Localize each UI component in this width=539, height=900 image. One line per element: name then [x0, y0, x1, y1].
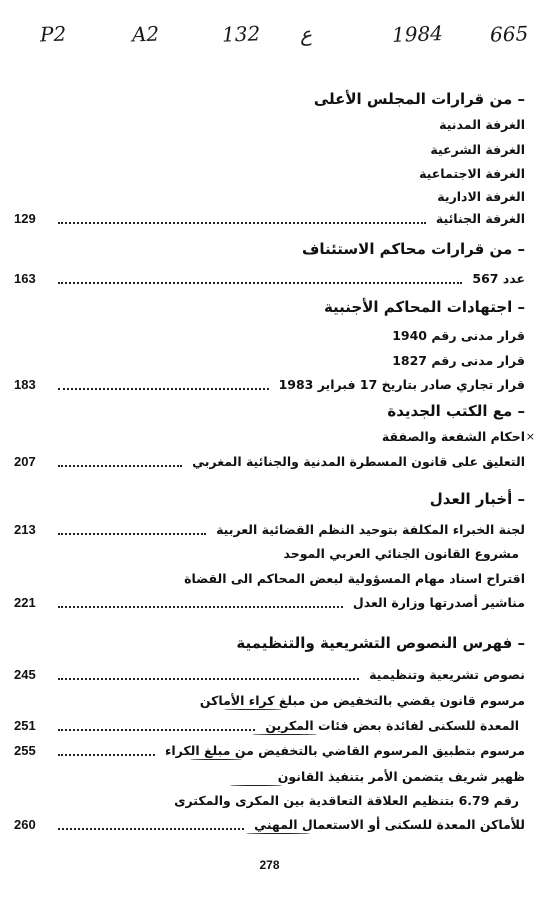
toc-entry — [14, 592, 525, 614]
margin-mark: × — [525, 430, 535, 443]
section-heading-text: – أخبار العدل — [429, 490, 525, 508]
toc-entry — [14, 374, 525, 396]
toc-entry — [14, 426, 535, 448]
toc-entry — [14, 690, 525, 712]
handwritten-note: 132 — [221, 21, 261, 47]
page-number-ref: 255 — [14, 743, 36, 758]
section-heading-text: – مع الكتب الجديدة — [387, 402, 525, 420]
section-heading-text: – من قرارات محاكم الاستئناف — [301, 240, 525, 258]
handwritten-note: A2 — [131, 21, 160, 47]
toc-entry-text: مشروع القانون الجنائي العربي الموحد — [283, 546, 519, 561]
toc-entry-text: للأماكن المعدة للسكنى أو الاستعمال المهني — [254, 817, 525, 832]
toc-entry — [14, 568, 525, 590]
toc-entry — [14, 139, 525, 161]
toc-entry — [14, 543, 525, 565]
toc-entry — [14, 350, 525, 372]
toc-entry — [14, 268, 525, 290]
handwritten-note: 1984 — [391, 21, 444, 47]
dot-leader — [58, 828, 244, 830]
dot-leader — [58, 533, 206, 535]
toc-entry-text: احكام الشفعة والصفقة — [381, 429, 525, 444]
page-number-ref: 213 — [14, 522, 36, 537]
section-heading-text: – فهرس النصوص التشريعية والتنظيمية — [236, 634, 525, 652]
page-number: 278 — [259, 858, 280, 872]
toc-entry-text: الغرفة المدنية — [439, 117, 525, 132]
toc-entry — [14, 715, 525, 737]
toc-entry-text: الغرفة الادارية — [437, 189, 525, 204]
toc-entry — [14, 814, 525, 836]
toc-entry-text: ظهير شريف يتضمن الأمر بتنفيذ القانون — [277, 769, 525, 784]
section-heading — [14, 488, 525, 510]
toc-entry — [14, 664, 525, 686]
toc-entry-text: المعدة للسكنى لفائدة بعض فئات المكرين — [265, 718, 519, 733]
toc-entry — [14, 208, 525, 230]
pen-underline — [252, 734, 317, 735]
toc-entry — [14, 186, 525, 208]
toc-entry-text: الغرفة الاجتماعية — [419, 166, 525, 181]
toc-entry-text: رقم 6.79 بتنظيم العلاقة التعاقدية بين المكرى والمكترى — [174, 793, 519, 808]
section-heading — [14, 88, 525, 110]
dot-leader — [58, 729, 255, 731]
section-heading — [14, 296, 525, 318]
toc-entry-text: مرسوم بتطبيق المرسوم القاضي بالتخفيض من مبلغ الكراء — [164, 743, 525, 758]
page-number-ref: 251 — [14, 718, 36, 733]
toc-entry-text: مرسوم قانون يقضي بالتخفيض من مبلغ كراء الأماكن — [199, 693, 525, 708]
section-heading-text: – اجتهادات المحاكم الأجنبية — [323, 298, 525, 316]
toc-entry-text: قرار مدنى رقم 1940 — [392, 328, 525, 343]
handwritten-note: P2 — [39, 21, 67, 47]
dot-leader — [58, 222, 426, 224]
toc-entry — [14, 766, 525, 788]
page-number-ref: 221 — [14, 595, 36, 610]
toc-entry-text: نصوص تشريعية وتنظيمية — [369, 667, 525, 682]
page-number-ref: 260 — [14, 817, 36, 832]
toc-entry-text: لجنة الخبراء المكلفة بتوحيد النظم القضائية العربية — [216, 522, 525, 537]
pen-underline — [246, 833, 310, 834]
dot-leader — [58, 282, 462, 284]
toc-entry — [14, 451, 525, 473]
dot-leader — [58, 606, 343, 608]
pen-underline — [230, 785, 282, 786]
section-heading — [14, 632, 525, 654]
page-number-ref: 163 — [14, 271, 36, 286]
toc-entry-text: قرار مدنى رقم 1827 — [392, 353, 525, 368]
page-number-ref: 129 — [14, 211, 36, 226]
toc-entry-text: اقتراح اسناد مهام المسؤولية لبعض المحاكم الى القضاة — [184, 571, 525, 586]
dot-leader — [58, 388, 269, 390]
page-number-ref: 207 — [14, 454, 36, 469]
toc-entry — [14, 114, 525, 136]
toc-entry — [14, 519, 525, 541]
toc-entry-text: التعليق على قانون المسطرة المدنية والجنائية المغربي — [192, 454, 525, 469]
toc-entry-text: عدد 567 — [472, 271, 525, 286]
dot-leader — [58, 678, 359, 680]
toc-entry-text: قرار تجاري صادر بتاريخ 17 فبراير 1983 — [278, 377, 525, 392]
pen-underline — [190, 759, 242, 760]
toc-entry-text: مناشير أصدرتها وزارة العدل — [352, 595, 525, 610]
handwritten-note: 665 — [489, 21, 529, 47]
page-number-ref: 245 — [14, 667, 36, 682]
dot-leader — [58, 754, 155, 756]
toc-entry-text: الغرفة الجنائية — [435, 211, 525, 226]
section-heading — [14, 238, 525, 260]
section-heading — [14, 400, 525, 422]
toc-entry — [14, 740, 525, 762]
section-heading-text: – من قرارات المجلس الأعلى — [313, 90, 525, 108]
toc-entry — [14, 790, 525, 812]
toc-entry-text: الغرفة الشرعية — [430, 142, 525, 157]
page-number-ref: 183 — [14, 377, 36, 392]
toc-entry — [14, 163, 525, 185]
dot-leader — [58, 465, 182, 467]
toc-entry — [14, 325, 525, 347]
handwritten-note: ع — [299, 21, 313, 47]
pen-underline — [224, 709, 282, 710]
